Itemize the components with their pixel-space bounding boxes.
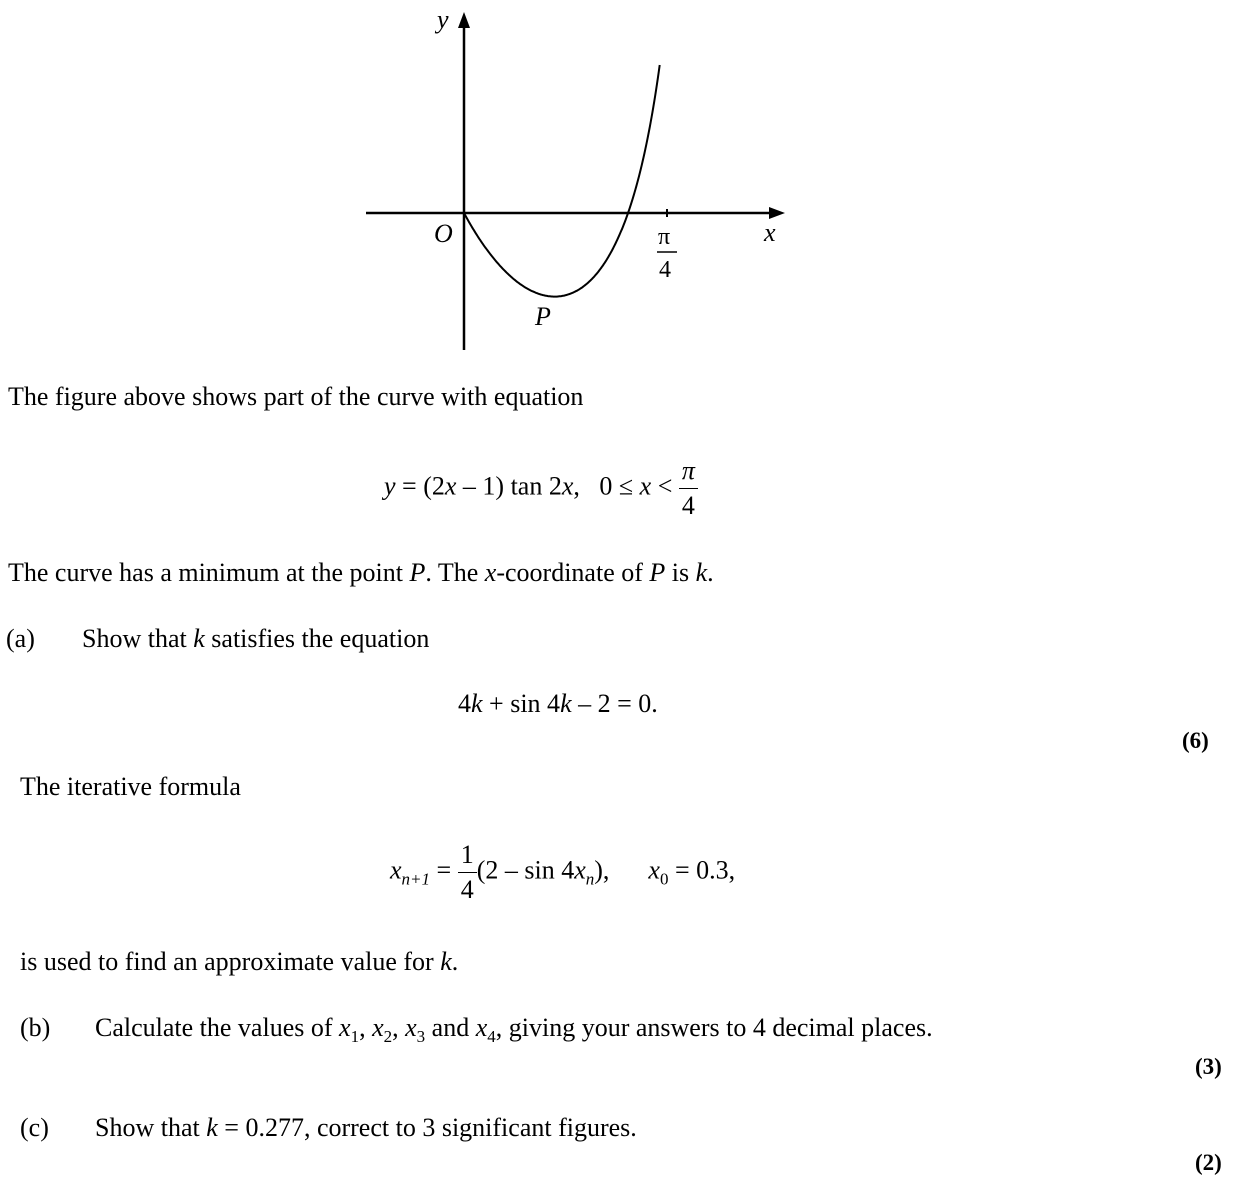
iterative-intro: The iterative formula <box>20 772 241 801</box>
minimum-text: The curve has a minimum at the point P. The x-coordinate of P is k. <box>8 558 714 587</box>
curve-equation <box>384 458 698 519</box>
intro-text: The figure above shows part of the curve with equation <box>8 382 584 411</box>
part-c-text: Show that k = 0.277, correct to 3 significant figures. <box>95 1113 637 1142</box>
part-c-label: (c) <box>20 1113 49 1142</box>
eq-frac-den: 4 <box>681 491 695 520</box>
part-a-marks: (6) <box>1182 728 1209 753</box>
iterative-outro: is used to find an approximate value for k. <box>20 947 459 976</box>
iter-x0-sub: 0 <box>659 869 669 889</box>
iter-eq: = <box>436 855 452 885</box>
part-a-text: Show that k satisfies the equation <box>82 624 430 653</box>
part-a-label: (a) <box>6 624 35 653</box>
y-axis-arrow <box>458 12 470 28</box>
iter-body: (2 – sin 4x <box>476 855 586 885</box>
point-p-label: P <box>535 302 551 331</box>
iterative-formula <box>390 842 735 903</box>
iter-fraction <box>458 842 477 903</box>
iter-lhs-sub: n+1 <box>401 869 431 889</box>
iter-body-end: ), <box>594 855 610 885</box>
eq-rhs: = (2x – 1) tan 2x, <box>402 471 580 501</box>
curve-figure <box>0 0 1237 360</box>
eq-frac-num: π <box>679 458 698 489</box>
eq-lhs: y <box>384 471 396 501</box>
x-axis-label: x <box>764 218 776 247</box>
iter-x0-val: = 0.3, <box>674 855 736 885</box>
iter-lhs: x <box>390 855 402 885</box>
iter-frac-num: 1 <box>458 842 477 873</box>
eq-domain-fraction <box>679 458 698 519</box>
y-axis-label: y <box>437 5 449 34</box>
tick-den-label: 4 <box>659 257 671 283</box>
part-b-label: (b) <box>20 1013 51 1042</box>
part-c-marks: (2) <box>1195 1150 1222 1175</box>
curve-path <box>464 65 660 297</box>
part-b-text: Calculate the values of $x_1$, $x_2$, $x_3$ and $x_4$, giving your answers to 4 decimal places. <box>95 1013 933 1047</box>
origin-label: O <box>434 219 453 248</box>
iter-frac-den: 4 <box>460 875 474 904</box>
part-a-equation: 4k + sin 4k – 2 = 0. <box>458 689 658 718</box>
eq-domain: 0 ≤ x < <box>599 471 673 501</box>
iter-x0: x <box>648 855 660 885</box>
tick-pi-label: π <box>658 224 671 250</box>
iter-body-sub: n <box>585 869 595 889</box>
part-b-marks: (3) <box>1195 1054 1222 1079</box>
